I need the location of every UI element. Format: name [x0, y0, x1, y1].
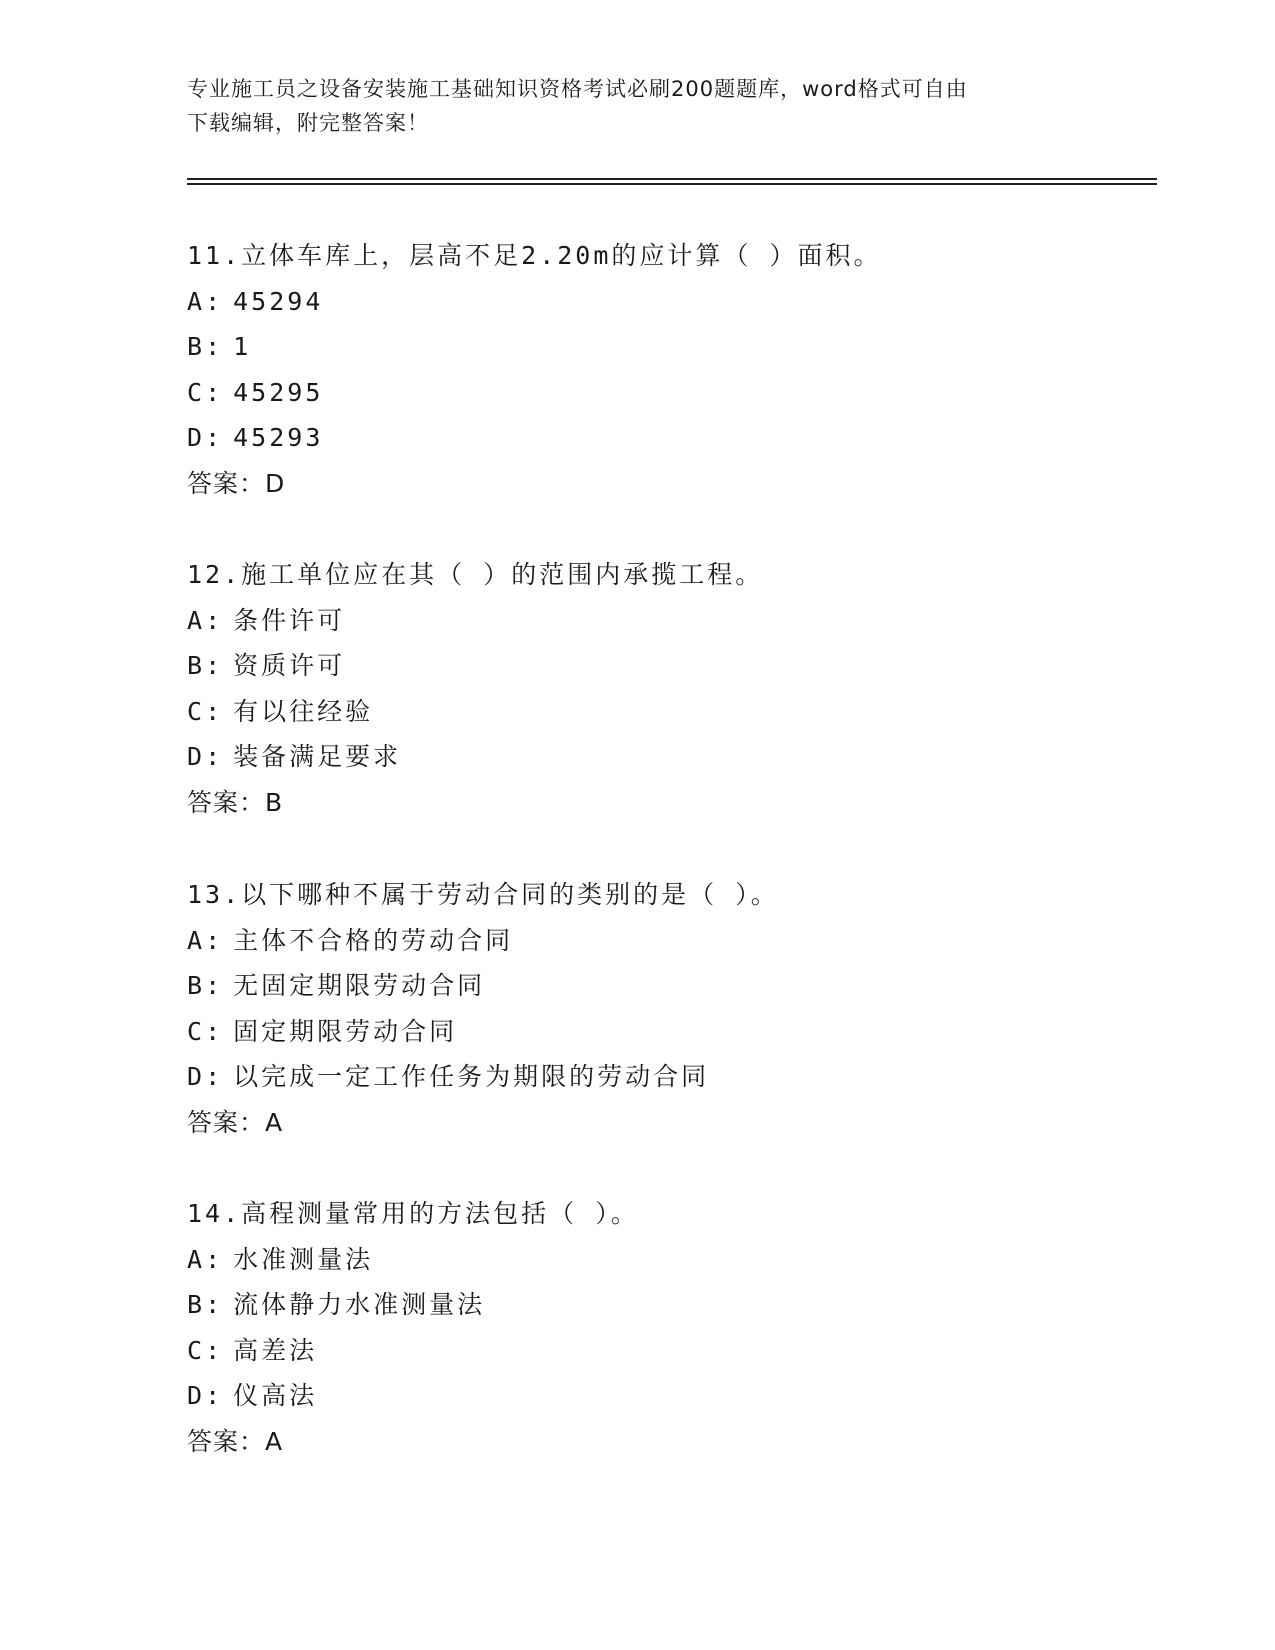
question-block	[187, 1191, 1167, 1464]
option-letter: C	[187, 696, 206, 726]
answer-line: 答案：A	[187, 1426, 284, 1456]
option-letter: B	[187, 971, 206, 1000]
question-stem: 12.施工单位应在其（ ）的范围内承揽工程。	[187, 560, 764, 589]
option-b: B: 无固定期限劳动合同	[187, 963, 1167, 1009]
header-line-2: 下载编辑，附完整答案！	[187, 111, 429, 135]
header-divider-bottom	[187, 183, 1157, 185]
option-a: A: 水准测量法	[187, 1237, 1167, 1283]
option-c: C: 固定期限劳动合同	[187, 1009, 1167, 1055]
option-text: 无固定期限劳动合同	[233, 971, 486, 1000]
option-c: C: 有以往经验	[187, 689, 1167, 735]
option-text: 45294	[233, 286, 324, 316]
option-text: 有以往经验	[233, 696, 374, 726]
option-d: D: 以完成一定工作任务为期限的劳动合同	[187, 1054, 1167, 1100]
option-d: D: 仪高法	[187, 1373, 1167, 1419]
question-block	[187, 872, 1167, 1145]
option-text: 流体静力水准测量法	[233, 1290, 486, 1319]
option-letter: B	[187, 651, 206, 680]
option-letter: A	[187, 925, 206, 955]
option-letter: C	[187, 1335, 206, 1365]
option-d: D: 45293	[187, 415, 1167, 461]
answer-line: 答案：A	[187, 1107, 284, 1137]
document-header	[187, 72, 1087, 140]
answer-line: 答案：B	[187, 787, 284, 817]
option-letter: D	[187, 1381, 206, 1410]
option-text: 1	[233, 332, 252, 361]
option-text: 装备满足要求	[233, 742, 402, 771]
option-letter: A	[187, 286, 206, 316]
option-text: 主体不合格的劳动合同	[233, 925, 514, 955]
question-stem: 13.以下哪种不属于劳动合同的类别的是（ ）。	[187, 880, 779, 909]
option-letter: A	[187, 1244, 206, 1274]
option-text: 固定期限劳动合同	[233, 1016, 458, 1046]
option-letter: B	[187, 1290, 206, 1319]
option-text: 45293	[233, 423, 324, 452]
option-a: A: 主体不合格的劳动合同	[187, 918, 1167, 964]
question-stem: 14.高程测量常用的方法包括（ ）。	[187, 1199, 639, 1228]
option-letter: C	[187, 377, 206, 407]
option-b: B: 1	[187, 324, 1167, 370]
option-text: 高差法	[233, 1335, 318, 1365]
option-b: B: 流体静力水准测量法	[187, 1282, 1167, 1328]
option-d: D: 装备满足要求	[187, 734, 1167, 780]
option-letter: D	[187, 1062, 206, 1091]
option-text: 仪高法	[233, 1381, 318, 1410]
option-text: 资质许可	[233, 651, 346, 680]
option-letter: D	[187, 423, 206, 452]
option-text: 水准测量法	[233, 1244, 374, 1274]
option-text: 条件许可	[233, 605, 346, 635]
option-c: C: 45295	[187, 370, 1167, 416]
option-letter: A	[187, 605, 206, 635]
header-divider-top	[187, 178, 1157, 180]
question-block	[187, 552, 1167, 825]
option-text: 45295	[233, 377, 324, 407]
option-letter: B	[187, 332, 206, 361]
answer-line: 答案：D	[187, 468, 286, 498]
option-a: A: 45294	[187, 279, 1167, 325]
option-letter: C	[187, 1016, 206, 1046]
option-c: C: 高差法	[187, 1328, 1167, 1374]
option-text: 以完成一定工作任务为期限的劳动合同	[233, 1062, 710, 1091]
option-letter: D	[187, 742, 206, 771]
option-b: B: 资质许可	[187, 643, 1167, 689]
option-a: A: 条件许可	[187, 598, 1167, 644]
header-line-1: 专业施工员之设备安装施工基础知识资格考试必刷200题题库，word格式可自由	[187, 77, 968, 101]
question-block	[187, 233, 1167, 506]
question-stem: 11.立体车库上，层高不足2.20m的应计算（ ）面积。	[187, 241, 882, 270]
